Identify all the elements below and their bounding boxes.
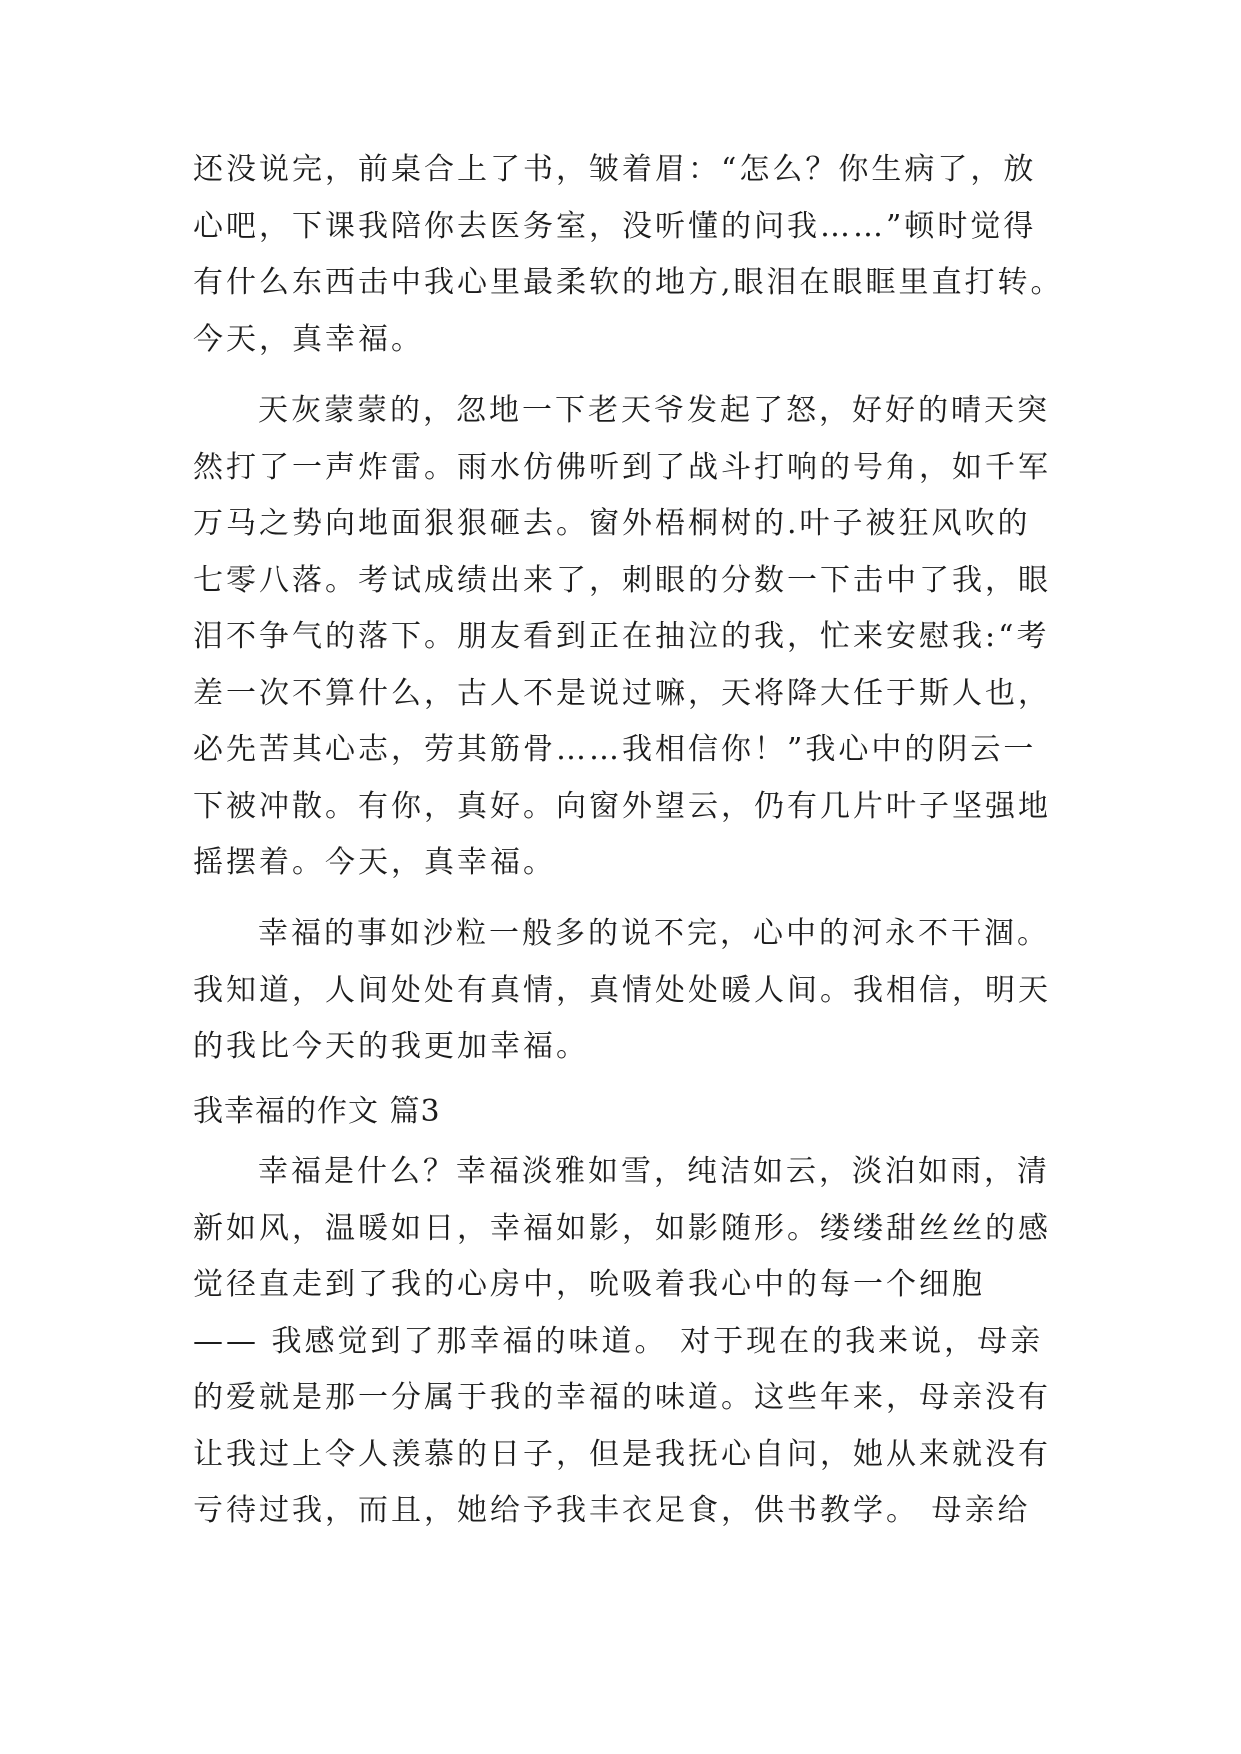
text-line: 的爱就是那一分属于我的幸福的味道。这些年来，母亲没有 — [193, 1380, 1051, 1415]
text-line: 心吧，下课我陪你去医务室，没听懂的问我……”顿时觉得 — [193, 209, 1037, 244]
text-line: 然打了一声炸雷。雨水仿佛听到了战斗打响的号角，如千军 — [193, 450, 1051, 485]
text-line: 必先苦其心志，劳其筋骨……我相信你！”我心中的阴云一 — [193, 732, 1037, 767]
text-line: 今天，真幸福。 — [193, 322, 424, 357]
text-line: 有什么东西击中我心里最柔软的地方,眼泪在眼眶里直打转。 — [193, 265, 1064, 300]
text-line: —— 我感觉到了那幸福的味道。 对于现在的我来说，母亲 — [193, 1324, 1044, 1359]
paragraph-start-line: 天灰蒙蒙的，忽地一下老天爷发起了怒，好好的晴天突 — [258, 393, 1050, 428]
section-heading: 我幸福的作文 篇3 — [193, 1094, 441, 1129]
text-line: 差一次不算什么，古人不是说过嘛，天将降大任于斯人也， — [193, 676, 1051, 711]
text-line: 我知道，人间处处有真情，真情处处暖人间。我相信，明天 — [193, 973, 1051, 1008]
text-line: 万马之势向地面狠狠砸去。窗外梧桐树的.叶子被狂风吹的 — [193, 506, 1031, 541]
text-line: 新如风，温暖如日，幸福如影，如影随形。缕缕甜丝丝的感 — [193, 1211, 1051, 1246]
text-line: 还没说完，前桌合上了书，皱着眉：“怎么？你生病了，放 — [193, 152, 1037, 187]
paragraph-start-line: 幸福是什么？幸福淡雅如雪，纯洁如云，淡泊如雨，清 — [258, 1154, 1050, 1189]
text-line: 泪不争气的落下。朋友看到正在抽泣的我，忙来安慰我:“考 — [193, 619, 1050, 654]
text-line: 让我过上令人羡慕的日子，但是我抚心自问，她从来就没有 — [193, 1437, 1051, 1472]
text-line: 觉径直走到了我的心房中，吮吸着我心中的每一个细胞 — [193, 1267, 985, 1302]
text-line: 下被冲散。有你，真好。向窗外望云，仍有几片叶子坚强地 — [193, 789, 1051, 824]
paragraph-start-line: 幸福的事如沙粒一般多的说不完，心中的河永不干涸。 — [258, 916, 1050, 951]
text-line: 七零八落。考试成绩出来了，刺眼的分数一下击中了我，眼 — [193, 563, 1051, 598]
text-line: 的我比今天的我更加幸福。 — [193, 1029, 589, 1064]
text-line: 亏待过我，而且，她给予我丰衣足食，供书教学。 母亲给 — [193, 1493, 1031, 1528]
text-line: 摇摆着。今天，真幸福。 — [193, 845, 556, 880]
